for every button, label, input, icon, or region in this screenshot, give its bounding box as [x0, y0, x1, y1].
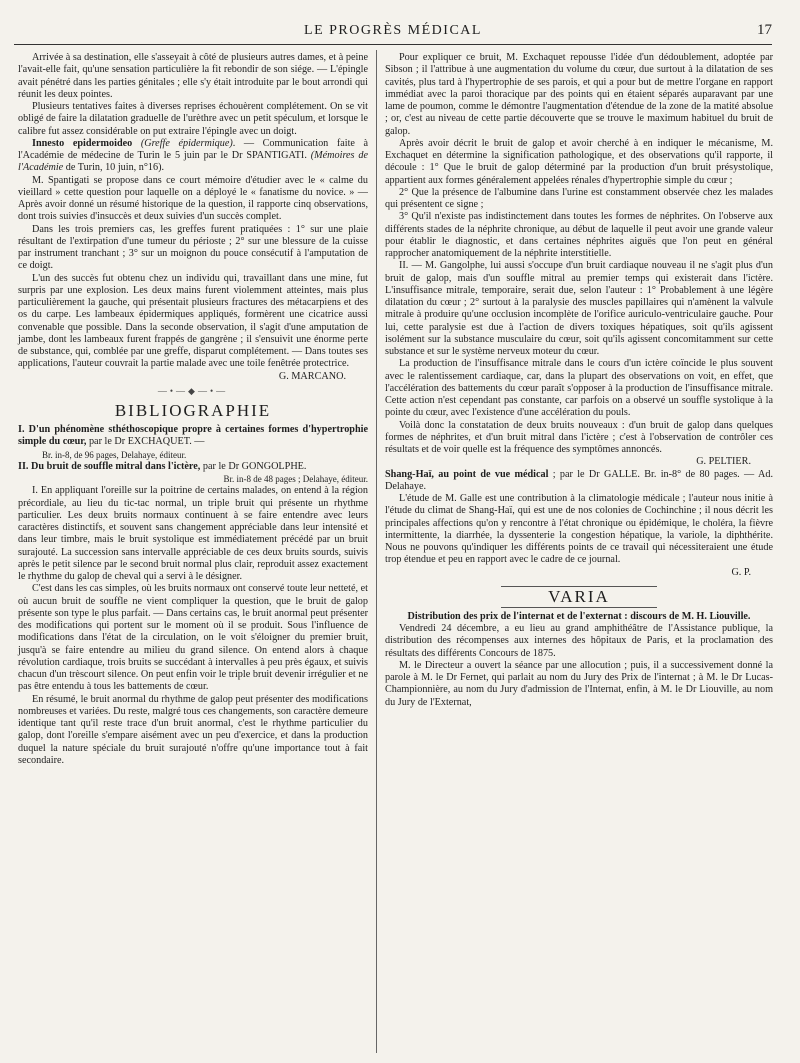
paragraph: L'un des succès fut obtenu chez un individu qui, travaillant dans une mine, fut surpris par une explosion. Les deux mains furent violemment atteintes, mais plus particulièrement la gauche, qui présentait plusieurs fractures des métacarpiens et des os du carpe. Les lambeaux épidermiques appliqués, formèrent une cicatrice aussi convenable que possible. Dans la seconde observation, il s'agit d'une amputation de jambe, dont les lambeaux furent frappés de gangrène ; il s'ensuivit une énorme perte de substance, qui, comblée par une greffe, disparut complétement. — Dans toutes ses applications, l'auteur couvrait la partie malade avec une toile fenêtrée protectrice.	[18, 272, 368, 370]
article-memoir: (Mémoires de l'Académie	[18, 150, 369, 174]
bibliography-title: I. D'un phénomène sthéthoscopique propre à certaines formes d'hypertrophie simple du cœur,	[18, 424, 368, 448]
paragraph: Dans les trois premiers cas, les greffes furent pratiquées : 1° sur une plaie résultant de l'extirpation d'une tumeur du périoste ; 2° sur une blessure de la cuisse par instrument tranchant ; 3° sur un moignon du pouce consécutif à l'amputation de ce doigt.	[18, 223, 368, 272]
paragraph: 3° Qu'il n'existe pas indistinctement dans toutes les formes de néphrites. On l'observe aux différents stades de la néphrite chronique, au début de laquelle il peut avoir une grande valeur pour établir le diagnostic, et dans certaines néphrites aiguës que l'on peut en général rapprocher anatomiquement de la néphrite interstitielle.	[385, 211, 773, 259]
paragraph: I. En appliquant l'oreille sur la poitrine de certains malades, on entend à la région précordiale, au lieu du tic-tac normal, un triple bruit qui présente un rhythme particulier. Les deux bruits normaux continuent à se faire entendre avec leurs caractères distinctifs, et souvent sans changement appréciable dans leur intensité et dans leur timbre, mais le bruit systolique est immédiatement précédé par un bruit surajouté. La succession sans intervalle appréciable de ces deux bruits sourds, suivis après le petit silence par le second bruit normal plus clair, reproduit assez exactement le rhythme du galop de cheval qui a servi à le désigner.	[18, 485, 368, 582]
paragraph: Plusieurs tentatives faites à diverses reprises échouèrent complétement. On se vit obligé de faire la dilatation graduelle de l'urèthre avec un petit spéculum, et lorsque le calibre fut assez considérable on put extraire l'épingle avec un doigt.	[18, 101, 368, 137]
paragraph: M. le Directeur a ouvert la séance par une allocution ; puis, il a successivement donné la parole à M. le Dr Fernet, qui parlait au nom du Jury des Prix de l'internat ; à M. le Dr Lucas-Championnière, au nom du Jury d'admission de l'Internat, enfin, à M. le Dr Liouville, au nom du Jury de l'Externat,	[385, 659, 773, 708]
paragraph: Pour expliquer ce bruit, M. Exchaquet repousse l'idée d'un dédoublement, adoptée par Sibson ; il l'attribue à une augmentation du volume du cœur, due surtout à la dilatation de ses cavités, plus tard à l'hypertrophie de ses parois, et qui a pour but de mettre l'organe en rapport immédiat avec la paroi thoracique par des points qui en étaient séparés auparavant par une lame de poumon, comme le démontre l'augmentation d'étendue de la zone de la matité absolue ; or, c'est au niveau de cette partie découverte que se trouve le maximum habituel du bruit de galop.	[385, 52, 773, 137]
right-column	[385, 52, 773, 709]
paragraph: En résumé, le bruit anormal du rhythme de galop peut présenter des modifications nombreuses et variées. Du reste, malgré tous ces changements, son caractère demeure identique tant qu'il reste trace d'un bruit anormal, c'est le rhythme particulier du galop, dont l'oreille s'empare aisément avec un peu d'exercice, et dans la production duquel la nature spéciale du bruit surajouté n'offre qu'une importance tout à fait secondaire.	[18, 693, 368, 766]
section-title-bibliographie: BIBLIOGRAPHIE	[114, 401, 272, 420]
bibliography-title: II. Du bruit de souffle mitral dans l'ictère,	[18, 460, 201, 472]
paragraph: Arrivée à sa destination, elle s'asseyait à côté de plusieurs autres dames, et à peine l'avait-elle fait, qu'une sensation particulière la fit rebondir de son siége. — L'épingle avait pénétré dans les parties génitales ; elle s'y était introduite par le bout arrondi qui réunit les deux pointes.	[18, 52, 368, 100]
signature: G. MARCANO.	[278, 370, 346, 382]
article-date: de Turin, 10 juin, n°16).	[63, 162, 165, 174]
review-entry	[385, 469, 773, 494]
varia-heading: Distribution des prix de l'internat et de l'externat : discours de M. H. Liouville.	[407, 610, 751, 622]
signature: G. P.	[731, 566, 751, 578]
left-column	[18, 52, 368, 767]
innesto-paragraph	[18, 138, 368, 175]
paragraph: M. Spantigati se propose dans ce court mémoire d'étudier avec le « calme du vieillard » cette question pour laquelle on a déployé le « fanatisme du novice. » — Après avoir donné un résumé historique de la question, il rapporte cinq observations, dont trois suivies d'insuccès et deux suivies d'un succès complet.	[18, 174, 368, 223]
bibliography-entry	[18, 461, 368, 473]
page-number: 17	[757, 22, 772, 38]
column-divider	[376, 50, 377, 1053]
page-header	[14, 22, 772, 45]
review-source: ; par le Dr GALLE. Br. in-8° de 80 pages. — Ad. Delahaye.	[385, 468, 773, 492]
paragraph: Après avoir décrit le bruit de galop et avoir cherché à en indiquer le mécanisme, M. Exchaquet en détermine la signification pathologique, et des observations qu'il rapporte, il découle : 1° Que le bruit de galop déterminé par la production d'un bruit présystolique, appartient aux formes généralement appelées rénales d'hypertrophie simple du cœur ;	[385, 137, 773, 186]
article-heading: Innesto epidermoideo	[32, 137, 133, 149]
article-source: . — Communication faite à l'Académie de médecine de Turin le 5 juin par le Dr SPANTIGATI.	[18, 137, 369, 161]
paragraph: L'étude de M. Galle est une contribution à la climatologie médicale ; l'auteur nous initie à l'étude du climat de Shang-Haï, qui est une de nos colonies de Cochinchine ; il nous décrit les principales affections qu'on y rencontre à l'état chronique ou épidémique, le choléra, la fièvre intermittente, la diarrhée, la dyssenterie la congestion hépatique, la variole, la diphthérite. Nous ne pouvons qu'indiquer les différents points de ce travail qui nécessiteraient une étude trop étendue et peu en rapport avec le cadre de ce journal.	[385, 493, 773, 566]
paragraph: C'est dans les cas simples, où les bruits normaux ont conservé toute leur netteté, et où aucun bruit de souffle ne vient compliquer la question, que le bruit de galop présente son type le plus parfait. — Dans certains cas, le bruit anormal peut présenter des modifications qui portent sur le moment où il se produit. Sous l'influence de modifications dans l'état de la circulation, on le voit s'éloigner du premier bruit, jusqu'à se faire entendre au milieu du grand silence. On entend alors à chaque révolution cardiaque, trois bruits se succédant à intervalles à peu près égaux, et suivis chacun d'un trèscourt silence. On peut enfin voir le triple bruit devenir irrégulier et ne pas être entendu à tous les battements de cœur.	[18, 583, 368, 693]
ornament-divider: —•—◆—•—	[157, 385, 229, 396]
paragraph: La production de l'insuffisance mitrale dans le cours d'un ictère coïncide le plus souvent avec le ralentissement cardiaque, car, dans la plupart des observations on voit, en effet, que l'accélération des battements du cœur paraît s'opposer à la production de l'insuffisance mitrale. Cette action n'est cependant pas constante, car parfois on a observé un souffle systolique à la pointe du cœur, avec l'existence d'une accélération du pouls.	[385, 358, 773, 419]
bibliography-entry	[18, 424, 368, 449]
paragraph: 2° Que la présence de l'albumine dans l'urine est constamment observée chez les malades qui présentent ce signe ;	[385, 186, 773, 210]
bibliography-author: par le Dr GONGOLPHE.	[200, 460, 307, 472]
article-subtitle: (Greffe épidermique)	[140, 137, 233, 149]
section-title-varia: VARIA	[501, 586, 656, 608]
paragraph: II. — M. Gangolphe, lui aussi s'occupe d'un bruit cardiaque nouveau il ne s'agit plus d'un bruit de galop, mais d'un souffle mitral au premier temps qui existerait dans l'ictère. L'insuffisance mitrale, temporaire, serait due, selon l'auteur : 1° Probablement à une légère dilatation du cœur ; 2° surtout à la paralysie des muscles papillaires qui n'amènent la valvule mitrale à produire qu'une occlusion incomplète de l'orifice auriculo-ventriculaire gauche. Pour lui, cette paralysie est due à l'action de divers toxiques hépatiques, soit qu'ils agissent isolément sur la substance musculaire du cœur, soit qu'ils agissent concomitamment sur cette substance et sur le système nerveux moteur du cœur.	[385, 260, 773, 357]
review-title: Shang-Haï, au point de vue médical	[385, 468, 549, 480]
bibliography-publisher: Br. in-8, de 96 pages, Delahaye, éditeur.	[42, 449, 187, 460]
bibliography-author: par le Dr EXCHAQUET. —	[86, 436, 205, 448]
paragraph: Voilà donc la constatation de deux bruits nouveaux : d'un bruit de galop dans quelques formes de néphrites, et d'un bruit mitral dans l'ictère ; c'est à l'observation de contrôler ces résultats et de voir quelle est la fréquence des symptômes annoncés.	[385, 419, 773, 455]
signature: G. PELTIER.	[696, 456, 751, 468]
journal-title: LE PROGRÈS MÉDICAL	[304, 23, 482, 38]
paragraph: Vendredi 24 décembre, a eu lieu au grand amphithéâtre de l'Assistance publique, la distribution des récompenses aux internes des hôpitaux de Paris, et la proclamation des résultats des différents Concours de 1875.	[385, 623, 773, 659]
bibliography-publisher: Br. in-8 de 48 pages ; Delahaye, éditeur.	[223, 474, 368, 484]
